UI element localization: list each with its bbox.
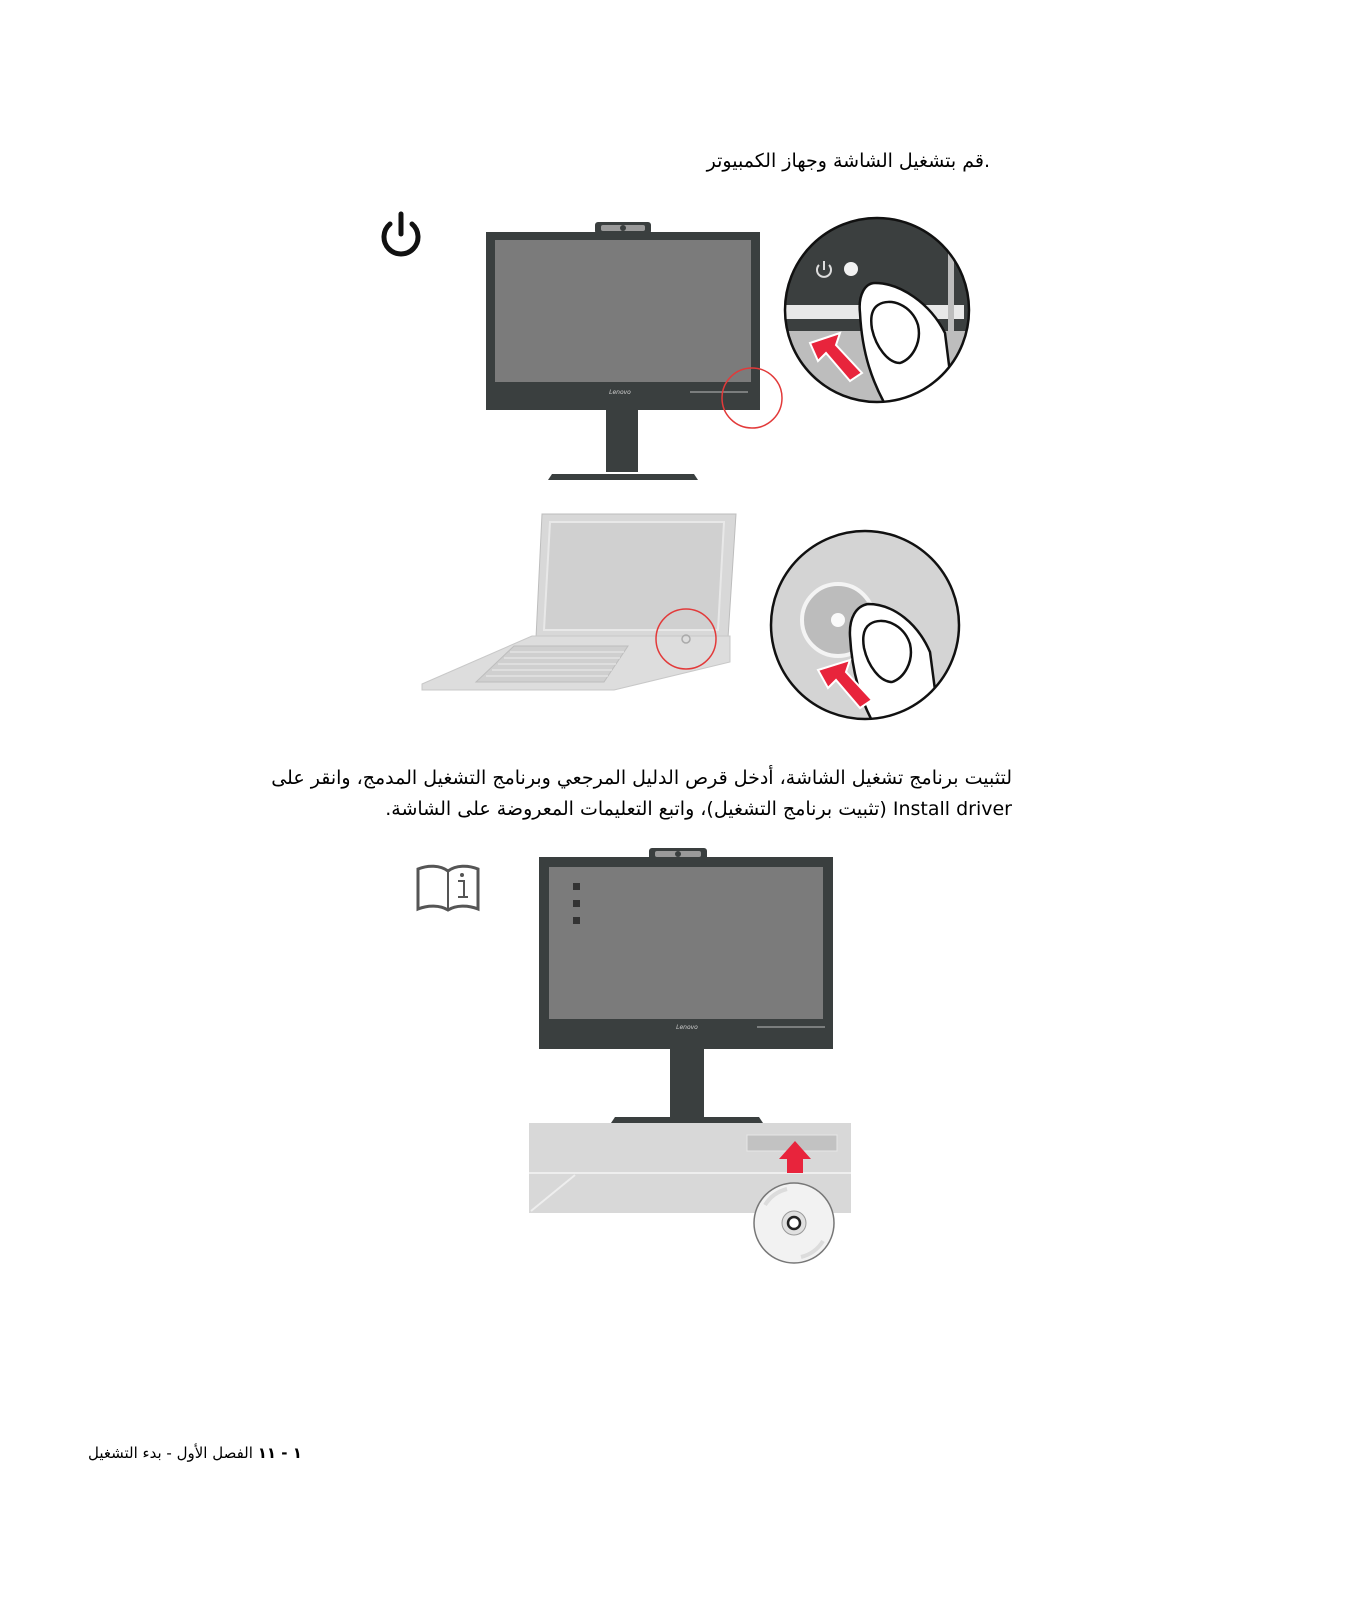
info-book-icon [414,863,482,913]
monitor-desktop-illustration [525,845,860,1270]
page-footer [88,1444,326,1462]
monitor-illustration [480,218,780,483]
step2-line1: لتثبيت برنامج تشغيل الشاشة، أدخل قرص الدليل المرجعي وبرنامج التشغيل المدمج، وانقر على [271,767,1012,789]
step2-line2: Install driver (تثبيت برنامج التشغيل)، واتبع التعليمات المعروضة على الشاشة. [385,798,1012,820]
monitor-logo-2: Lenovo [676,1024,698,1031]
step1-instruction: .قم بتشغيل الشاشة وجهاز الكمبيوتر [706,150,990,172]
power-icon [376,210,426,262]
monitor-logo: Lenovo [609,389,631,396]
laptop-illustration [418,512,738,697]
step2-instruction [192,763,1012,825]
monitor-power-zoom [780,213,980,413]
chapter-title: الفصل الأول - بدء التشغيل [88,1444,253,1462]
laptop-power-zoom [768,528,968,728]
page-number: ١ - ١١ [257,1444,302,1462]
cd-disc-icon [754,1183,834,1263]
